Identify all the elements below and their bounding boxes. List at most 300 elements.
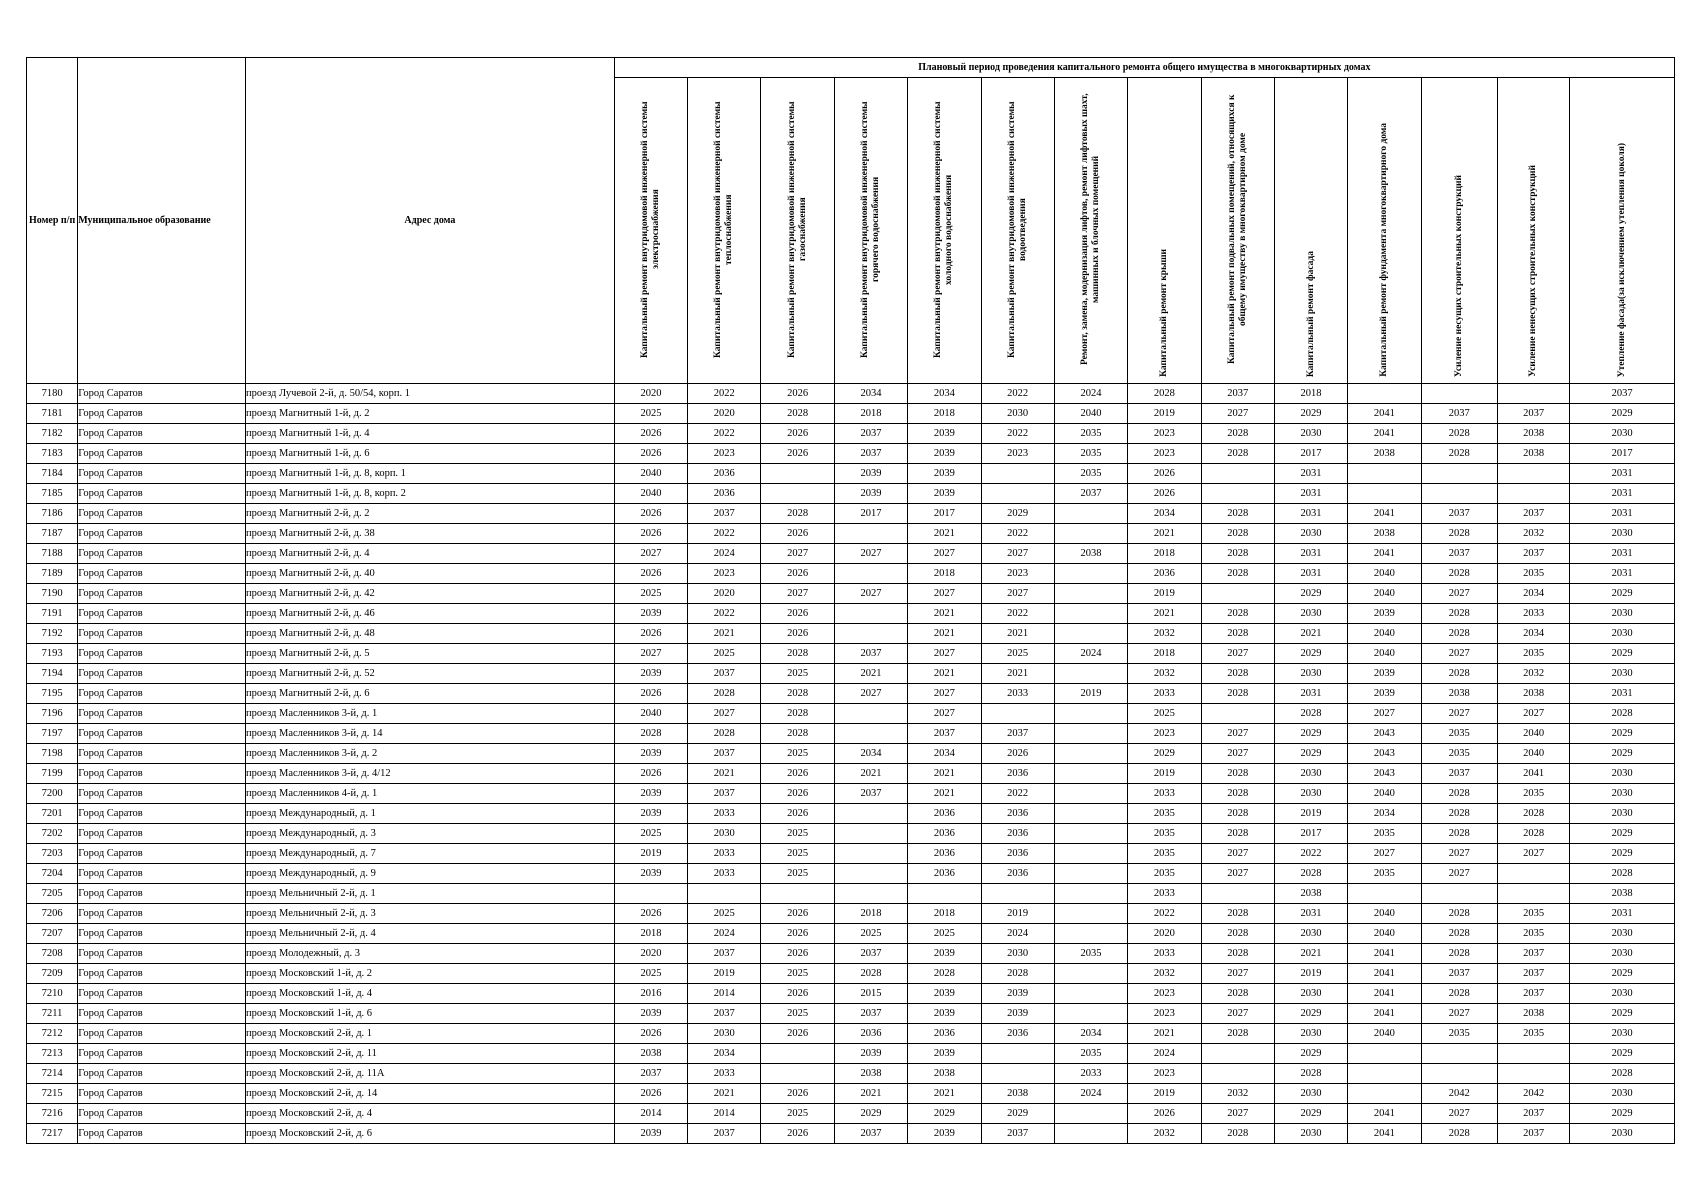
year-cell-col-13 (1497, 1044, 1569, 1064)
year-cell-col-6: 2024 (981, 924, 1054, 944)
year-cell-col-7: 2035 (1054, 444, 1127, 464)
year-cell-col-10: 2031 (1274, 564, 1347, 584)
year-cell-col-1: 2037 (614, 1064, 687, 1084)
year-cell-col-7 (1054, 664, 1127, 684)
year-cell-col-3: 2025 (761, 964, 834, 984)
year-cell-col-11: 2038 (1348, 444, 1421, 464)
year-cell-col-7 (1054, 824, 1127, 844)
year-cell-col-5: 2039 (908, 1004, 981, 1024)
year-cell-col-12: 2028 (1421, 664, 1497, 684)
year-cell-col-3: 2026 (761, 804, 834, 824)
year-cell-col-1: 2026 (614, 424, 687, 444)
year-cell-col-6: 2025 (981, 644, 1054, 664)
header-municipality: Муниципальное образование (78, 58, 246, 384)
year-cell-col-4: 2017 (834, 504, 907, 524)
year-cell-col-7 (1054, 964, 1127, 984)
column-header-6 (981, 78, 1054, 384)
year-cell-col-12: 2028 (1421, 624, 1497, 644)
row-municipality: Город Саратов (78, 584, 246, 604)
table-row (27, 964, 1675, 984)
row-address: проезд Магнитный 2-й, д. 6 (246, 684, 615, 704)
row-number: 7190 (27, 584, 78, 604)
row-number: 7180 (27, 384, 78, 404)
year-cell-col-8: 2033 (1128, 784, 1201, 804)
year-cell-col-7 (1054, 924, 1127, 944)
year-cell-col-14: 2028 (1570, 1064, 1675, 1084)
year-cell-col-1: 2025 (614, 584, 687, 604)
year-cell-col-8: 2026 (1128, 484, 1201, 504)
year-cell-col-5: 2034 (908, 744, 981, 764)
row-number: 7196 (27, 704, 78, 724)
year-cell-col-8: 2024 (1128, 1044, 1201, 1064)
year-cell-col-9: 2028 (1201, 524, 1274, 544)
year-cell-col-11: 2035 (1348, 824, 1421, 844)
year-cell-col-12 (1421, 1044, 1497, 1064)
row-number: 7197 (27, 724, 78, 744)
table-row (27, 824, 1675, 844)
year-cell-col-4: 2021 (834, 664, 907, 684)
year-cell-col-10: 2021 (1274, 624, 1347, 644)
year-cell-col-11: 2043 (1348, 764, 1421, 784)
row-address: проезд Масленников 3-й, д. 2 (246, 744, 615, 764)
year-cell-col-10: 2029 (1274, 644, 1347, 664)
year-cell-col-2: 2024 (688, 544, 761, 564)
year-cell-col-14: 2029 (1570, 1004, 1675, 1024)
year-cell-col-10: 2028 (1274, 864, 1347, 884)
row-municipality: Город Саратов (78, 1004, 246, 1024)
year-cell-col-1: 2039 (614, 604, 687, 624)
year-cell-col-8: 2019 (1128, 404, 1201, 424)
row-municipality: Город Саратов (78, 944, 246, 964)
row-number: 7185 (27, 484, 78, 504)
year-cell-col-6 (981, 1044, 1054, 1064)
year-cell-col-12: 2037 (1421, 964, 1497, 984)
year-cell-col-5: 2018 (908, 404, 981, 424)
year-cell-col-5: 2039 (908, 944, 981, 964)
year-cell-col-6: 2030 (981, 944, 1054, 964)
year-cell-col-14: 2030 (1570, 664, 1675, 684)
year-cell-col-3: 2026 (761, 764, 834, 784)
row-address: проезд Московский 2-й, д. 11А (246, 1064, 615, 1084)
table-row (27, 724, 1675, 744)
year-cell-col-10: 2028 (1274, 1064, 1347, 1084)
year-cell-col-5: 2036 (908, 864, 981, 884)
year-cell-col-7: 2035 (1054, 424, 1127, 444)
year-cell-col-9: 2032 (1201, 1084, 1274, 1104)
year-cell-col-11: 2039 (1348, 604, 1421, 624)
year-cell-col-7: 2035 (1054, 944, 1127, 964)
year-cell-col-4: 2025 (834, 924, 907, 944)
row-municipality: Город Саратов (78, 464, 246, 484)
header-address: Адрес дома (246, 58, 615, 384)
year-cell-col-6: 2036 (981, 764, 1054, 784)
row-number: 7191 (27, 604, 78, 624)
year-cell-col-3: 2026 (761, 524, 834, 544)
year-cell-col-7: 2040 (1054, 404, 1127, 424)
year-cell-col-6 (981, 884, 1054, 904)
row-municipality: Город Саратов (78, 884, 246, 904)
row-number: 7188 (27, 544, 78, 564)
year-cell-col-5: 2021 (908, 784, 981, 804)
year-cell-col-12: 2037 (1421, 504, 1497, 524)
year-cell-col-5: 2018 (908, 564, 981, 584)
year-cell-col-13 (1497, 864, 1569, 884)
year-cell-col-8: 2019 (1128, 1084, 1201, 1104)
year-cell-col-4: 2015 (834, 984, 907, 1004)
year-cell-col-9: 2027 (1201, 1004, 1274, 1024)
year-cell-col-13: 2035 (1497, 904, 1569, 924)
year-cell-col-14: 2028 (1570, 704, 1675, 724)
row-number: 7211 (27, 1004, 78, 1024)
year-cell-col-7 (1054, 784, 1127, 804)
year-cell-col-9: 2027 (1201, 964, 1274, 984)
column-header-label: Ремонт, замена, модернизация лифтов, ремонт лифтовых шахт, машинных и блочных помещений (1080, 93, 1102, 366)
year-cell-col-2: 2030 (688, 1024, 761, 1044)
year-cell-col-6: 2028 (981, 964, 1054, 984)
row-municipality: Город Саратов (78, 804, 246, 824)
year-cell-col-2: 2037 (688, 664, 761, 684)
year-cell-col-12: 2028 (1421, 1124, 1497, 1144)
year-cell-col-10: 2029 (1274, 584, 1347, 604)
row-address: проезд Молодежный, д. 3 (246, 944, 615, 964)
year-cell-col-7 (1054, 864, 1127, 884)
year-cell-col-11: 2041 (1348, 544, 1421, 564)
year-cell-col-10: 2031 (1274, 484, 1347, 504)
year-cell-col-8: 2018 (1128, 644, 1201, 664)
year-cell-col-5: 2039 (908, 484, 981, 504)
year-cell-col-9: 2028 (1201, 944, 1274, 964)
year-cell-col-5: 2028 (908, 964, 981, 984)
year-cell-col-11: 2043 (1348, 744, 1421, 764)
year-cell-col-6: 2027 (981, 584, 1054, 604)
row-municipality: Город Саратов (78, 384, 246, 404)
year-cell-col-8: 2032 (1128, 1124, 1201, 1144)
year-cell-col-13: 2034 (1497, 584, 1569, 604)
year-cell-col-13: 2035 (1497, 644, 1569, 664)
header-group-title: Плановый период проведения капитального ремонта общего имущества в многоквартирных домах (614, 58, 1674, 78)
table-row (27, 444, 1675, 464)
row-address: проезд Масленников 4-й, д. 1 (246, 784, 615, 804)
year-cell-col-4: 2039 (834, 1044, 907, 1064)
table-row (27, 424, 1675, 444)
year-cell-col-2: 2033 (688, 844, 761, 864)
year-cell-col-2: 2037 (688, 944, 761, 964)
year-cell-col-4: 2027 (834, 544, 907, 564)
column-header-10 (1274, 78, 1347, 384)
year-cell-col-12: 2028 (1421, 984, 1497, 1004)
year-cell-col-4 (834, 624, 907, 644)
year-cell-col-5: 2021 (908, 764, 981, 784)
year-cell-col-12: 2028 (1421, 784, 1497, 804)
year-cell-col-14: 2030 (1570, 784, 1675, 804)
year-cell-col-13: 2035 (1497, 784, 1569, 804)
year-cell-col-10: 2031 (1274, 684, 1347, 704)
year-cell-col-3: 2027 (761, 544, 834, 564)
year-cell-col-3: 2025 (761, 664, 834, 684)
year-cell-col-2: 2022 (688, 384, 761, 404)
row-address: проезд Магнитный 2-й, д. 46 (246, 604, 615, 624)
year-cell-col-2: 2019 (688, 964, 761, 984)
year-cell-col-11: 2040 (1348, 784, 1421, 804)
year-cell-col-3: 2026 (761, 1024, 834, 1044)
year-cell-col-5: 2039 (908, 1044, 981, 1064)
table-row (27, 1104, 1675, 1124)
year-cell-col-2: 2033 (688, 864, 761, 884)
year-cell-col-2: 2037 (688, 1124, 761, 1144)
year-cell-col-11: 2040 (1348, 644, 1421, 664)
year-cell-col-14: 2038 (1570, 884, 1675, 904)
year-cell-col-4: 2027 (834, 684, 907, 704)
year-cell-col-13: 2032 (1497, 664, 1569, 684)
year-cell-col-3: 2028 (761, 724, 834, 744)
year-cell-col-14: 2031 (1570, 464, 1675, 484)
row-number: 7208 (27, 944, 78, 964)
year-cell-col-10: 2030 (1274, 984, 1347, 1004)
year-cell-col-12: 2027 (1421, 1004, 1497, 1024)
year-cell-col-9: 2028 (1201, 924, 1274, 944)
row-municipality: Город Саратов (78, 504, 246, 524)
table-row (27, 1024, 1675, 1044)
row-address: проезд Магнитный 1-й, д. 4 (246, 424, 615, 444)
row-number: 7214 (27, 1064, 78, 1084)
year-cell-col-8: 2033 (1128, 684, 1201, 704)
row-municipality: Город Саратов (78, 984, 246, 1004)
column-header-label: Капитальный ремонт внутридомовой инженерной системы горячего водоснабжения (859, 101, 881, 358)
year-cell-col-7 (1054, 564, 1127, 584)
year-cell-col-2: 2030 (688, 824, 761, 844)
year-cell-col-10: 2030 (1274, 1124, 1347, 1144)
table-row (27, 1044, 1675, 1064)
year-cell-col-3: 2027 (761, 584, 834, 604)
year-cell-col-14: 2029 (1570, 1044, 1675, 1064)
year-cell-col-10: 2030 (1274, 604, 1347, 624)
year-cell-col-3: 2025 (761, 844, 834, 864)
column-header-5 (908, 78, 981, 384)
year-cell-col-1: 2039 (614, 1124, 687, 1144)
year-cell-col-11: 2040 (1348, 924, 1421, 944)
table-row (27, 504, 1675, 524)
column-header-3 (761, 78, 834, 384)
year-cell-col-7 (1054, 744, 1127, 764)
year-cell-col-7 (1054, 844, 1127, 864)
year-cell-col-13: 2034 (1497, 624, 1569, 644)
year-cell-col-1: 2040 (614, 464, 687, 484)
year-cell-col-14: 2030 (1570, 984, 1675, 1004)
column-header-12 (1421, 78, 1497, 384)
year-cell-col-1: 2026 (614, 524, 687, 544)
year-cell-col-8: 2028 (1128, 384, 1201, 404)
year-cell-col-5: 2018 (908, 904, 981, 924)
row-address: проезд Магнитный 2-й, д. 5 (246, 644, 615, 664)
column-header-11 (1348, 78, 1421, 384)
row-number: 7184 (27, 464, 78, 484)
year-cell-col-5: 2021 (908, 1084, 981, 1104)
year-cell-col-14: 2030 (1570, 764, 1675, 784)
year-cell-col-6: 2029 (981, 1104, 1054, 1124)
row-municipality: Город Саратов (78, 1064, 246, 1084)
year-cell-col-4: 2034 (834, 744, 907, 764)
year-cell-col-2: 2033 (688, 804, 761, 824)
year-cell-col-14: 2029 (1570, 844, 1675, 864)
year-cell-col-9: 2028 (1201, 624, 1274, 644)
row-number: 7182 (27, 424, 78, 444)
year-cell-col-12 (1421, 384, 1497, 404)
year-cell-col-11 (1348, 1084, 1421, 1104)
year-cell-col-8: 2032 (1128, 624, 1201, 644)
year-cell-col-3: 2026 (761, 1124, 834, 1144)
year-cell-col-7 (1054, 724, 1127, 744)
row-municipality: Город Саратов (78, 564, 246, 584)
year-cell-col-9: 2027 (1201, 844, 1274, 864)
year-cell-col-1: 2025 (614, 964, 687, 984)
year-cell-col-5: 2039 (908, 1124, 981, 1144)
year-cell-col-5: 2036 (908, 844, 981, 864)
year-cell-col-6: 2021 (981, 624, 1054, 644)
year-cell-col-5: 2034 (908, 384, 981, 404)
year-cell-col-14: 2028 (1570, 864, 1675, 884)
year-cell-col-12: 2028 (1421, 904, 1497, 924)
row-address: проезд Мельничный 2-й, д. 3 (246, 904, 615, 924)
year-cell-col-14: 2031 (1570, 484, 1675, 504)
year-cell-col-4: 2036 (834, 1024, 907, 1044)
year-cell-col-10: 2030 (1274, 664, 1347, 684)
year-cell-col-3 (761, 484, 834, 504)
row-address: проезд Магнитный 2-й, д. 48 (246, 624, 615, 644)
column-header-label: Усиление несущих строительных конструкций (1453, 174, 1464, 377)
row-address: проезд Московский 2-й, д. 4 (246, 1104, 615, 1124)
year-cell-col-1: 2018 (614, 924, 687, 944)
year-cell-col-3: 2026 (761, 424, 834, 444)
year-cell-col-1: 2027 (614, 644, 687, 664)
year-cell-col-12: 2035 (1421, 744, 1497, 764)
year-cell-col-11: 2043 (1348, 724, 1421, 744)
table-row (27, 624, 1675, 644)
year-cell-col-11: 2041 (1348, 964, 1421, 984)
year-cell-col-5: 2021 (908, 524, 981, 544)
year-cell-col-8: 2033 (1128, 884, 1201, 904)
year-cell-col-8: 2035 (1128, 824, 1201, 844)
year-cell-col-3 (761, 464, 834, 484)
year-cell-col-2: 2027 (688, 704, 761, 724)
year-cell-col-4: 2018 (834, 404, 907, 424)
column-header-7 (1054, 78, 1127, 384)
row-number: 7183 (27, 444, 78, 464)
column-header-label: Капитальный ремонт фундамента многоквартирного дома (1378, 123, 1389, 377)
year-cell-col-6: 2036 (981, 824, 1054, 844)
row-municipality: Город Саратов (78, 644, 246, 664)
year-cell-col-8: 2029 (1128, 744, 1201, 764)
year-cell-col-8: 2023 (1128, 444, 1201, 464)
year-cell-col-10: 2019 (1274, 804, 1347, 824)
year-cell-col-6: 2019 (981, 904, 1054, 924)
year-cell-col-10: 2030 (1274, 524, 1347, 544)
year-cell-col-13: 2040 (1497, 724, 1569, 744)
table-row (27, 384, 1675, 404)
year-cell-col-8: 2021 (1128, 524, 1201, 544)
year-cell-col-4 (834, 524, 907, 544)
row-address: проезд Международный, д. 1 (246, 804, 615, 824)
year-cell-col-8: 2019 (1128, 584, 1201, 604)
year-cell-col-10: 2031 (1274, 464, 1347, 484)
table-row (27, 764, 1675, 784)
year-cell-col-12: 2035 (1421, 724, 1497, 744)
year-cell-col-6: 2036 (981, 804, 1054, 824)
row-number: 7199 (27, 764, 78, 784)
year-cell-col-6: 2023 (981, 564, 1054, 584)
year-cell-col-6: 2036 (981, 864, 1054, 884)
year-cell-col-9 (1201, 704, 1274, 724)
row-number: 7210 (27, 984, 78, 1004)
year-cell-col-3: 2026 (761, 984, 834, 1004)
year-cell-col-2: 2020 (688, 404, 761, 424)
year-cell-col-2: 2036 (688, 484, 761, 504)
year-cell-col-1: 2025 (614, 824, 687, 844)
row-number: 7217 (27, 1124, 78, 1144)
year-cell-col-10: 2031 (1274, 904, 1347, 924)
row-municipality: Город Саратов (78, 924, 246, 944)
year-cell-col-1: 2039 (614, 804, 687, 824)
year-cell-col-11: 2040 (1348, 1024, 1421, 1044)
year-cell-col-4: 2037 (834, 1124, 907, 1144)
year-cell-col-11: 2040 (1348, 624, 1421, 644)
year-cell-col-7 (1054, 884, 1127, 904)
year-cell-col-8: 2020 (1128, 924, 1201, 944)
year-cell-col-7 (1054, 804, 1127, 824)
column-header-label: Капитальный ремонт подвальных помещений, относящихся к общему имуществу в многоквартирном доме (1226, 94, 1248, 365)
year-cell-col-7 (1054, 764, 1127, 784)
year-cell-col-10: 2030 (1274, 1084, 1347, 1104)
year-cell-col-9: 2028 (1201, 804, 1274, 824)
row-municipality: Город Саратов (78, 624, 246, 644)
table-header (27, 58, 1675, 384)
column-header-label: Капитальный ремонт внутридомовой инженерной системы холодного водоснабжения (933, 101, 955, 358)
year-cell-col-10: 2017 (1274, 444, 1347, 464)
row-number: 7195 (27, 684, 78, 704)
year-cell-col-3: 2028 (761, 704, 834, 724)
column-header-13 (1497, 78, 1569, 384)
year-cell-col-13: 2028 (1497, 824, 1569, 844)
year-cell-col-6: 2021 (981, 664, 1054, 684)
year-cell-col-10: 2029 (1274, 404, 1347, 424)
year-cell-col-12: 2027 (1421, 864, 1497, 884)
year-cell-col-6: 2022 (981, 424, 1054, 444)
year-cell-col-12: 2028 (1421, 604, 1497, 624)
row-municipality: Город Саратов (78, 904, 246, 924)
year-cell-col-2: 2028 (688, 724, 761, 744)
year-cell-col-4 (834, 604, 907, 624)
year-cell-col-12: 2028 (1421, 824, 1497, 844)
year-cell-col-5: 2027 (908, 584, 981, 604)
year-cell-col-12: 2028 (1421, 944, 1497, 964)
year-cell-col-1: 2025 (614, 404, 687, 424)
year-cell-col-13: 2037 (1497, 544, 1569, 564)
year-cell-col-6 (981, 1064, 1054, 1084)
year-cell-col-5: 2029 (908, 1104, 981, 1124)
row-number: 7192 (27, 624, 78, 644)
year-cell-col-9: 2028 (1201, 604, 1274, 624)
year-cell-col-12: 2027 (1421, 644, 1497, 664)
year-cell-col-9: 2028 (1201, 824, 1274, 844)
year-cell-col-6: 2026 (981, 744, 1054, 764)
year-cell-col-12: 2037 (1421, 404, 1497, 424)
year-cell-col-14: 2029 (1570, 584, 1675, 604)
row-number: 7203 (27, 844, 78, 864)
year-cell-col-9: 2028 (1201, 1124, 1274, 1144)
year-cell-col-9 (1201, 484, 1274, 504)
table-row (27, 644, 1675, 664)
year-cell-col-3: 2025 (761, 1104, 834, 1124)
year-cell-col-12: 2037 (1421, 764, 1497, 784)
